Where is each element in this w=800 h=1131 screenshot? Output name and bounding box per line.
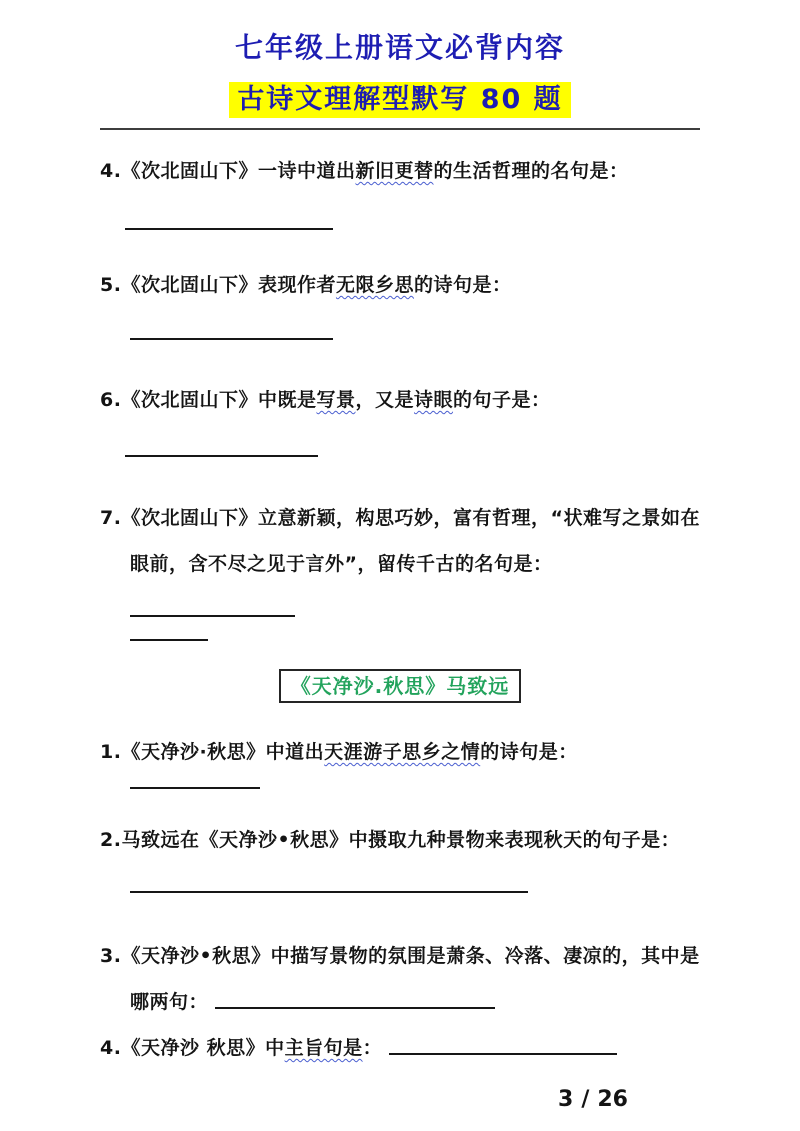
page-subtitle-row (100, 82, 700, 118)
answer-blank-inline (215, 993, 495, 1009)
question-number: 4. (100, 1037, 122, 1059)
answer-blank-inline (130, 601, 295, 617)
question-s2-3 (100, 933, 700, 1025)
answer-blank (130, 639, 208, 641)
page-subtitle-highlighted: 古诗文理解型默写 80 题 (229, 82, 570, 118)
question-text: 《次北固山下》表现作者 (121, 274, 336, 296)
underlined-phrase: 写景 (316, 389, 356, 411)
question-text: 的生活哲理的名句是： (433, 160, 629, 182)
page-separator: / (581, 1087, 590, 1112)
page-current: 3 (558, 1087, 574, 1112)
answer-blank (125, 455, 318, 457)
answer-blank (130, 338, 333, 340)
question-s1-7 (100, 495, 700, 633)
question-text: 《次北固山下》中既是 (121, 389, 317, 411)
question-number: 3. (100, 945, 122, 967)
question-text: 《次北固山下》立意新颖，构思巧妙，富有哲理，“状难写之景如在眼前，含不尽之见于言外”，留传千古的名句是： (121, 507, 700, 575)
question-s1-4 (100, 156, 700, 186)
section-header-box: 《天净沙.秋思》马致远 (279, 669, 522, 703)
question-text: 的诗句是： (413, 274, 512, 296)
question-s1-5 (100, 270, 700, 300)
answer-blank (125, 228, 333, 230)
underlined-phrase: 天涯游子思乡之情 (324, 741, 481, 763)
question-text: 《天净沙•秋思》中描写景物的氛围是萧条、冷落、凄凉的，其中是哪两句： (121, 945, 700, 1013)
question-number: 7. (100, 507, 122, 529)
underlined-phrase: 无限乡思 (335, 274, 414, 296)
question-text: 《天净沙 秋思》中 (121, 1037, 285, 1059)
question-number: 1. (100, 741, 122, 763)
question-text: 《天净沙·秋思》中道出 (121, 741, 325, 763)
question-number: 6. (100, 389, 122, 411)
question-text: 马致远在《天净沙•秋思》中摄取九种景物来表现秋天的句子是： (121, 829, 681, 851)
question-text: ，又是 (355, 389, 414, 411)
question-number: 4. (100, 160, 122, 182)
header-divider (100, 128, 700, 130)
question-s1-6 (100, 385, 700, 415)
answer-blank-inline (130, 773, 260, 789)
question-s2-2 (100, 825, 700, 855)
question-number: 5. (100, 274, 122, 296)
question-s2-4 (100, 1033, 700, 1063)
section-header-row (100, 669, 700, 703)
question-text: ： (362, 1037, 383, 1059)
question-text: 《次北固山下》一诗中道出 (121, 160, 356, 182)
question-text: 的诗句是： (480, 741, 578, 763)
page-total: 26 (597, 1087, 628, 1112)
question-text: 的句子是： (453, 389, 551, 411)
underlined-phrase: 诗眼 (414, 389, 454, 411)
answer-blank (130, 891, 528, 893)
question-number: 2. (100, 829, 122, 851)
answer-blank-inline (389, 1039, 617, 1055)
underlined-phrase: 主旨句是 (284, 1037, 363, 1059)
page-number (100, 1087, 700, 1112)
page-title: 七年级上册语文必背内容 (234, 31, 565, 64)
question-s2-1 (100, 737, 700, 797)
underlined-phrase: 新旧更替 (355, 160, 434, 182)
